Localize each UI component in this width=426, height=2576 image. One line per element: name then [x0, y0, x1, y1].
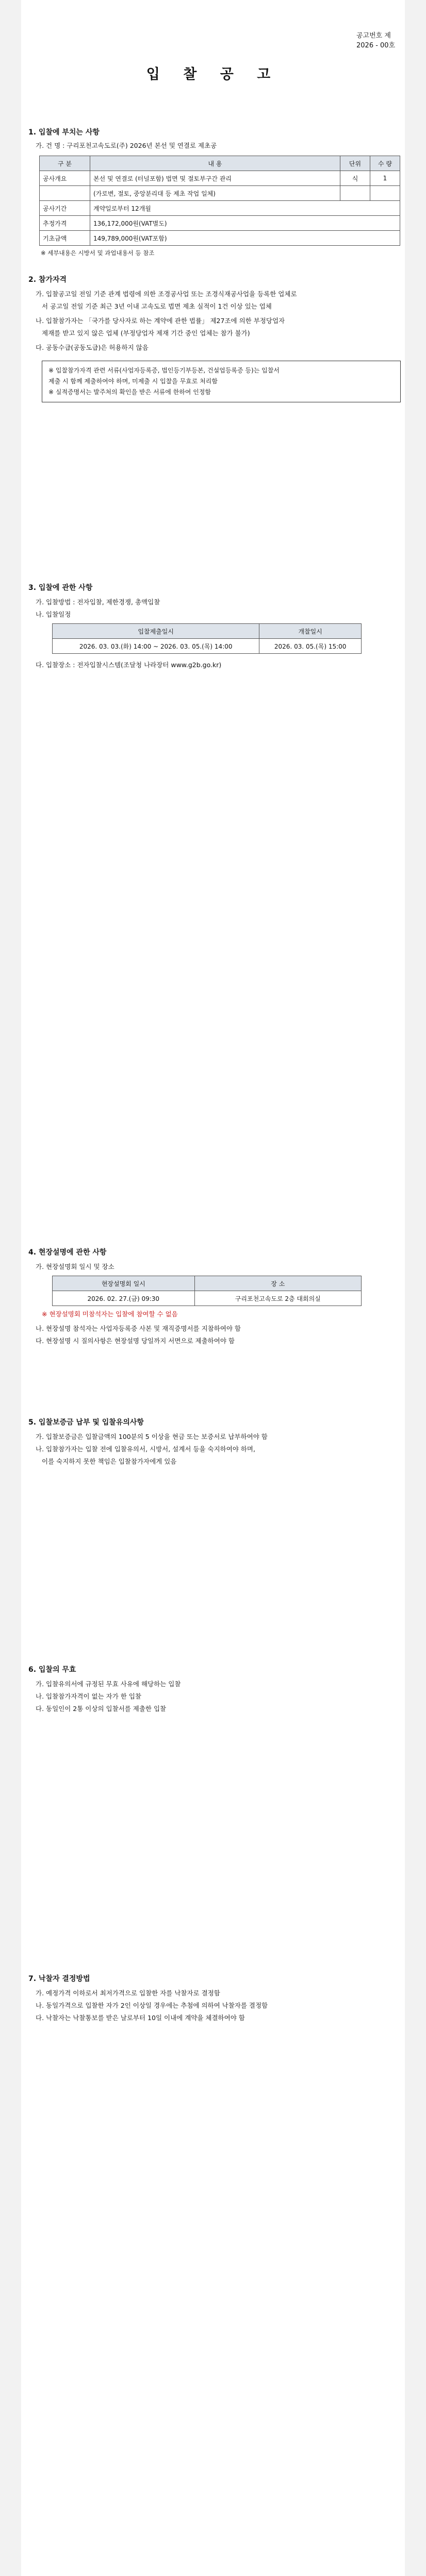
s4-table	[52, 1276, 362, 1306]
section-6-title: 6. 입찰의 무효	[28, 1666, 76, 1674]
s2-box-line: ※ 입찰참가자격 관련 서류(사업자등록증, 법인등기부등본, 건설업등록증 등)는 입찰서	[48, 367, 280, 374]
s7-line: 다. 낙찰자는 낙찰통보를 받은 날로부터 10일 이내에 계약을 체결하여야 함	[36, 2014, 245, 2022]
s3-line: 다. 입찰장소 : 전자입찰시스템(조달청 나라장터 www.g2b.go.kr)	[36, 661, 222, 669]
section-4-title: 4. 현장설명에 관한 사항	[28, 1248, 107, 1257]
table-cell: 공사개요	[40, 171, 90, 186]
s5-line: 가. 입찰보증금은 입찰금액의 100분의 5 이상을 현금 또는 보증서로 납부하여야 함	[36, 1433, 268, 1440]
notice-number: 공고번호 제2026 - 00호	[356, 32, 396, 49]
section-3-title: 3. 입찰에 관한 사항	[28, 584, 93, 592]
s3-col-1: 개찰일시	[259, 624, 362, 639]
table-cell: 계약일로부터 12개월	[90, 201, 400, 216]
s2-box-line: ※ 실적증명서는 발주처의 확인을 받은 서류에 한하여 인정함	[48, 388, 211, 396]
s1-col-3: 수 량	[370, 156, 400, 171]
s4-note: ※ 현장설명회 미참석자는 입찰에 참여할 수 없음	[42, 1310, 178, 1318]
s1-table	[39, 156, 400, 246]
s3-col-0: 입찰제출일시	[53, 624, 259, 639]
table-cell	[370, 186, 400, 201]
s2-line: 서 공고일 전일 기준 최근 3년 이내 고속도로 법면 제초 실적이 1건 이상 있는 업체	[42, 302, 272, 310]
s4-line: 나. 현장설명 참석자는 사업자등록증 사본 및 재직증명서를 지참하여야 함	[36, 1325, 241, 1332]
s3-line: 가. 입찰방법 : 전자입찰, 제한경쟁, 총액입찰	[36, 598, 160, 606]
table-cell	[340, 186, 370, 201]
table-cell: 136,172,000원(VAT별도)	[90, 216, 400, 231]
document-page	[21, 0, 405, 2576]
table-cell: 2026. 03. 05.(목) 15:00	[259, 639, 362, 654]
s2-line: 다. 공동수급(공동도급)은 허용하지 않음	[36, 344, 149, 351]
s2-line: 제재를 받고 있지 않은 업체 (부정당업자 제재 기간 중인 업체는 참가 불가)	[42, 329, 250, 337]
s4-col-0: 현장설명회 일시	[53, 1276, 195, 1291]
s1-col-2: 단위	[340, 156, 370, 171]
s7-line: 가. 예정가격 이하로서 최저가격으로 입찰한 자를 낙찰자로 결정함	[36, 1989, 220, 1997]
s2-notice-box	[42, 361, 401, 402]
table-cell: 추정가격	[40, 216, 90, 231]
table-cell: 식	[340, 171, 370, 186]
s6-line: 다. 동일인이 2통 이상의 입찰서를 제출한 입찰	[36, 1705, 167, 1713]
s4-col-1: 장 소	[194, 1276, 361, 1291]
s4-line: 다. 현장설명 시 질의사항은 현장설명 당일까지 서면으로 제출하여야 함	[36, 1337, 235, 1345]
s1-line1: 가. 건 명 : 구리포천고속도로(주) 2026년 본선 및 연결로 제초공	[36, 142, 217, 149]
page-title: 입 찰 공 고	[146, 66, 280, 82]
s5-line: 나. 입찰참가자는 입찰 전에 입찰유의서, 시방서, 설계서 등을 숙지하여야 하며,	[36, 1445, 255, 1453]
s2-line: 가. 입찰공고일 전일 기준 관계 법령에 의한 조경공사업 또는 조경식재공사업을 등록한 업체로	[36, 290, 297, 298]
table-cell: 구리포천고속도로 2층 대회의실	[194, 1291, 361, 1306]
table-cell: 기초금액	[40, 231, 90, 246]
s1-col-0: 구 분	[40, 156, 90, 171]
s6-line: 가. 입찰유의서에 규정된 무효 사유에 해당하는 입찰	[36, 1680, 181, 1688]
section-1-title: 1. 입찰에 부치는 사항	[28, 128, 100, 137]
section-7-title: 7. 낙찰자 결정방법	[28, 1975, 90, 1983]
section-2-title: 2. 참가자격	[28, 276, 67, 284]
s5-line: 이를 숙지하지 못한 책임은 입찰참가자에게 있음	[42, 1458, 177, 1465]
table-cell: (가로변, 절토, 중앙분리대 등 제초 작업 일체)	[90, 186, 340, 201]
s6-line: 나. 입찰참가자격이 없는 자가 한 입찰	[36, 1692, 141, 1700]
table-cell: 공사기간	[40, 201, 90, 216]
s1-note: ※ 세부내용은 시방서 및 과업내용서 등 참조	[41, 249, 155, 257]
s2-line: 나. 입찰참가자는 「국가를 당사자로 하는 계약에 관한 법률」 제27조에 의한 부정당업자	[36, 317, 285, 325]
table-cell: 2026. 03. 03.(화) 14:00 ~ 2026. 03. 05.(목) 14:00	[53, 639, 259, 654]
s2-box-line: 제출 시 함께 제출하여야 하며, 미제출 시 입찰을 무효로 처리함	[48, 378, 218, 385]
table-cell: 2026. 02. 27.(금) 09:30	[53, 1291, 195, 1306]
s3-table	[52, 623, 362, 654]
section-5-title: 5. 입찰보증금 납부 및 입찰유의사항	[28, 1418, 144, 1427]
s3-line: 나. 입찰일정	[36, 611, 71, 618]
table-cell: 본선 및 연결로 (터널포함) 법면 및 절토부구간 관리	[90, 171, 340, 186]
table-cell	[40, 186, 90, 201]
s4-line: 가. 현장설명회 일시 및 장소	[36, 1263, 114, 1270]
table-cell: 1	[370, 171, 400, 186]
s7-line: 나. 동일가격으로 입찰한 자가 2인 이상일 경우에는 추첨에 의하여 낙찰자를 결정함	[36, 2002, 268, 2009]
table-cell: 149,789,000원(VAT포함)	[90, 231, 400, 246]
s1-col-1: 내 용	[90, 156, 340, 171]
